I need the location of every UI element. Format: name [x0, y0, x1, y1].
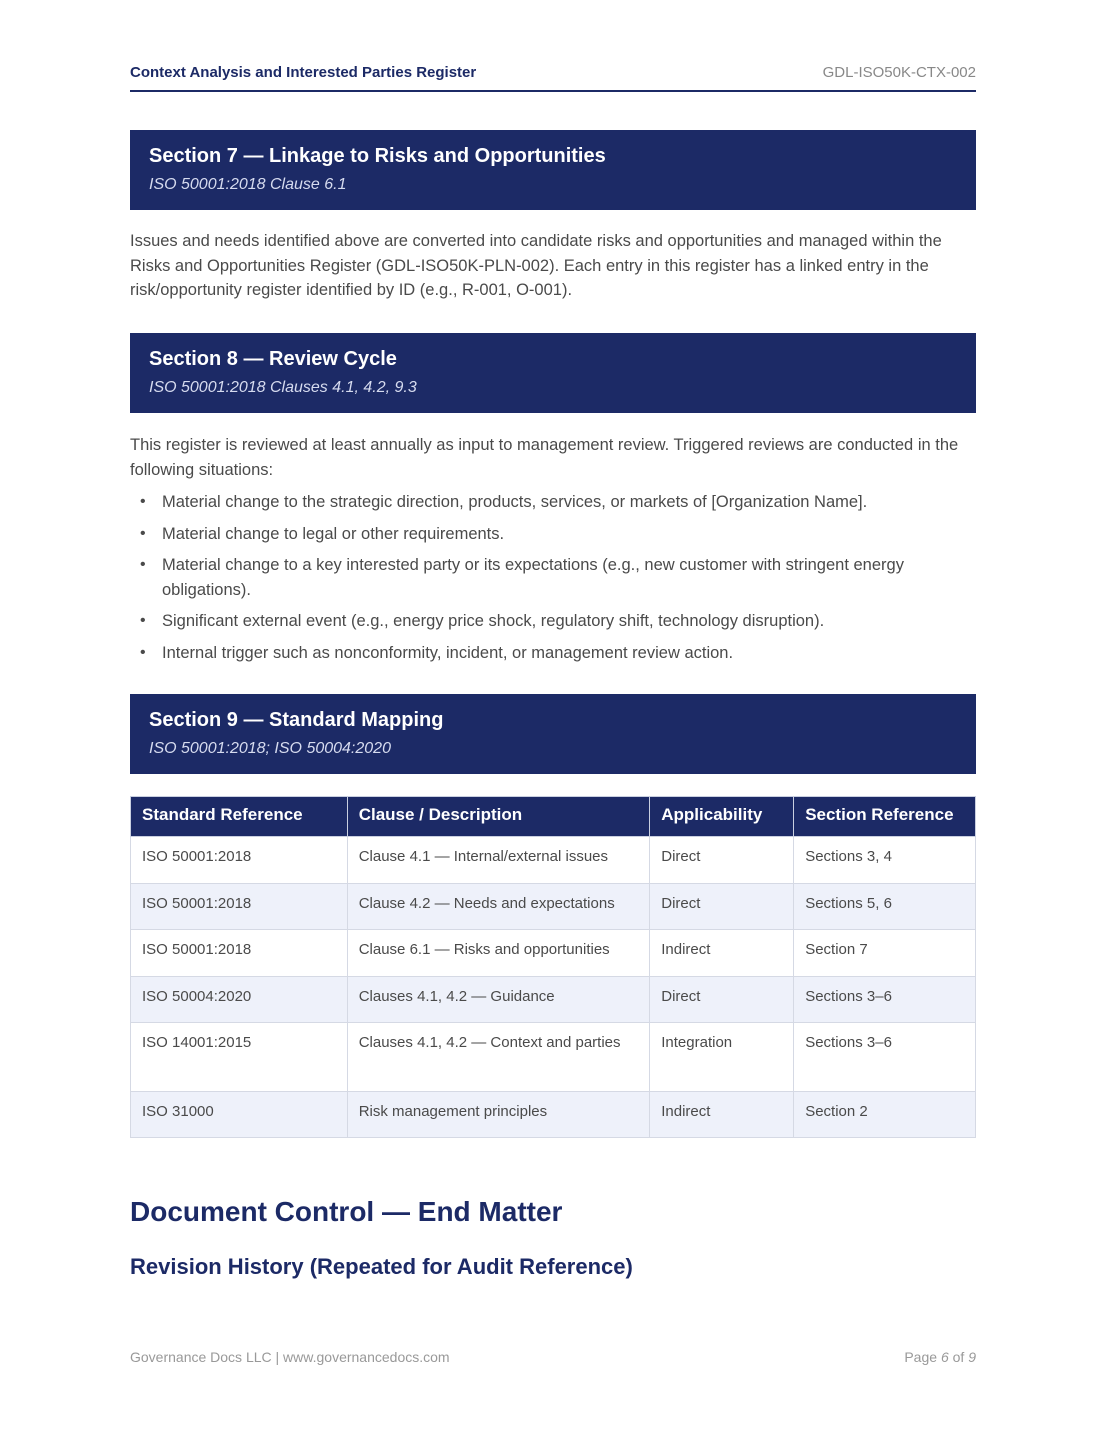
table-cell: ISO 50001:2018 [131, 837, 348, 884]
table-cell: Section 7 [794, 930, 976, 977]
table-row [131, 1023, 976, 1092]
table-cell: ISO 50001:2018 [131, 884, 348, 930]
document-id: GDL-ISO50K-CTX-002 [822, 64, 976, 81]
table-row [131, 837, 976, 884]
section-9-banner [130, 694, 976, 774]
table-cell: Direct [650, 884, 794, 930]
table-cell: Sections 5, 6 [794, 884, 976, 930]
table-row [131, 884, 976, 930]
page-number: Page 6 of 9 [904, 1349, 976, 1365]
table-cell: Integration [650, 1023, 794, 1092]
table-cell: ISO 50004:2020 [131, 977, 348, 1023]
bullet-icon: • [140, 493, 146, 510]
table-cell: Clause 4.2 — Needs and expectations [347, 884, 650, 930]
table-cell: Clause 4.1 — Internal/external issues [347, 837, 650, 884]
section-7-title: Section 7 — Linkage to Risks and Opportunities [149, 145, 606, 167]
bullet-icon: • [140, 643, 146, 661]
bullet-icon: • [140, 556, 146, 573]
footer-company: Governance Docs LLC | www.governancedocs.com [130, 1349, 450, 1365]
table-cell: Direct [650, 837, 794, 884]
table-row [131, 977, 976, 1023]
table-cell: Indirect [650, 930, 794, 977]
list-item: • Internal trigger such as nonconformity, incident, or management review action. [130, 641, 976, 666]
bullet-icon: • [140, 524, 146, 542]
standard-mapping-table [130, 796, 976, 1138]
table-cell: Clauses 4.1, 4.2 — Context and parties [347, 1023, 650, 1092]
column-header: Clause / Description [347, 797, 650, 837]
column-header: Section Reference [794, 797, 976, 837]
end-matter-heading: Document Control — End Matter [130, 1196, 563, 1227]
section-8-body: This register is reviewed at least annually as input to management review. Triggered reviews are conducted in the following situations: [130, 436, 959, 479]
table-cell: Sections 3–6 [794, 977, 976, 1023]
section-9-title: Section 9 — Standard Mapping [149, 709, 444, 731]
list-item: • Material change to the strategic direction, products, services, or markets of [Organization Name]. [130, 490, 976, 515]
table-cell: Sections 3, 4 [794, 837, 976, 884]
list-item: • Significant external event (e.g., energy price shock, regulatory shift, technology disruption). [130, 609, 976, 634]
revision-history-heading: Revision History (Repeated for Audit Reference) [130, 1254, 633, 1279]
table-cell: Section 2 [794, 1092, 976, 1138]
column-header: Standard Reference [131, 797, 348, 837]
section-7-banner [130, 130, 976, 210]
page-header [130, 64, 976, 92]
table-cell: Direct [650, 977, 794, 1023]
page-footer [130, 1349, 976, 1365]
list-item: • Material change to legal or other requirements. [130, 522, 976, 547]
table-cell: ISO 50001:2018 [131, 930, 348, 977]
column-header: Applicability [650, 797, 794, 837]
table-cell: ISO 14001:2015 [131, 1023, 348, 1092]
table-cell: Risk management principles [347, 1092, 650, 1138]
review-triggers-list [130, 490, 976, 672]
section-8-banner [130, 333, 976, 413]
section-8-title: Section 8 — Review Cycle [149, 348, 397, 370]
table-cell: Clauses 4.1, 4.2 — Guidance [347, 977, 650, 1023]
table-cell: ISO 31000 [131, 1092, 348, 1138]
table-row [131, 1092, 976, 1138]
table-header-row [131, 797, 976, 837]
section-7-body: Issues and needs identified above are converted into candidate risks and opportunities and managed within the Risks and Opportunities Register (GDL-ISO50K-PLN-002). Each entry in this register has a linked entry in the risk/opportunity register identified by ID (e.g., R-001, O-001). [130, 232, 942, 299]
table-cell: Clause 6.1 — Risks and opportunities [347, 930, 650, 977]
list-item: • Material change to a key interested party or its expectations (e.g., new customer with stringent energy obligations). [130, 553, 976, 602]
bullet-icon: • [140, 612, 146, 629]
document-title: Context Analysis and Interested Parties Register [130, 64, 477, 81]
table-cell: Indirect [650, 1092, 794, 1138]
section-7-subtitle: ISO 50001:2018 Clause 6.1 [149, 176, 347, 193]
section-8-subtitle: ISO 50001:2018 Clauses 4.1, 4.2, 9.3 [149, 379, 417, 396]
section-9-subtitle: ISO 50001:2018; ISO 50004:2020 [149, 740, 391, 757]
table-cell: Sections 3–6 [794, 1023, 976, 1092]
table-row [131, 930, 976, 977]
